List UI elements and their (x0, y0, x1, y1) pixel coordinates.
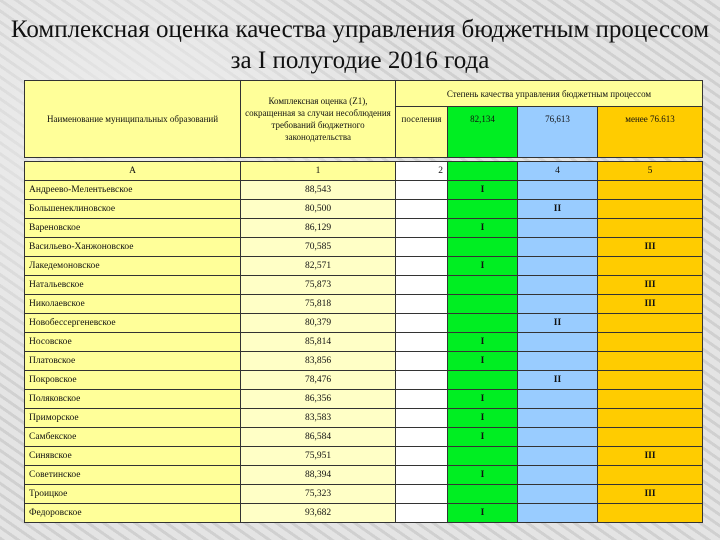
municipality-name: Носовское (25, 333, 241, 352)
grade-I-cell (448, 238, 518, 257)
settlement-cell (396, 428, 448, 447)
index-1: 1 (241, 162, 396, 181)
grade-III-cell (598, 352, 703, 371)
score-value: 75,951 (241, 447, 396, 466)
grade-I-cell (448, 447, 518, 466)
grade-III-cell (598, 428, 703, 447)
grade-III-cell: III (598, 447, 703, 466)
municipality-name: Самбекское (25, 428, 241, 447)
grade-III-cell: III (598, 485, 703, 504)
header-green: 82,134 (448, 107, 518, 158)
municipality-name: Поляковское (25, 390, 241, 409)
header-score: Комплексная оценка (Z1), сокращенная за случаи несоблюдения требований бюджетного законодательства (241, 81, 396, 158)
table-row (25, 485, 703, 504)
table-row (25, 466, 703, 485)
municipality-name: Советинское (25, 466, 241, 485)
settlement-cell (396, 447, 448, 466)
municipality-name: Лакедемоновское (25, 257, 241, 276)
table-row (25, 295, 703, 314)
grade-II-cell (518, 504, 598, 523)
municipality-name: Большенеклиновское (25, 200, 241, 219)
grade-II-cell (518, 333, 598, 352)
table-row (25, 352, 703, 371)
grade-III-cell (598, 314, 703, 333)
municipality-name: Николаевское (25, 295, 241, 314)
grade-I-cell: I (448, 333, 518, 352)
index-3 (448, 162, 518, 181)
index-4: 4 (518, 162, 598, 181)
municipality-name: Синявское (25, 447, 241, 466)
settlement-cell (396, 238, 448, 257)
table-row (25, 371, 703, 390)
grade-I-cell (448, 276, 518, 295)
grade-III-cell (598, 219, 703, 238)
score-value: 88,543 (241, 181, 396, 200)
grade-II-cell (518, 219, 598, 238)
settlement-cell (396, 295, 448, 314)
score-value: 70,585 (241, 238, 396, 257)
table-row (25, 257, 703, 276)
table-row (25, 333, 703, 352)
grade-II-cell: II (518, 314, 598, 333)
grade-III-cell (598, 333, 703, 352)
grade-I-cell: I (448, 257, 518, 276)
score-value: 86,129 (241, 219, 396, 238)
table-row (25, 504, 703, 523)
grade-III-cell (598, 257, 703, 276)
grade-I-cell: I (448, 352, 518, 371)
score-value: 86,356 (241, 390, 396, 409)
grade-III-cell (598, 371, 703, 390)
score-value: 88,394 (241, 466, 396, 485)
grade-II-cell (518, 409, 598, 428)
grade-II-cell (518, 181, 598, 200)
score-value: 83,583 (241, 409, 396, 428)
grade-II-cell (518, 466, 598, 485)
table-row (25, 219, 703, 238)
table-row (25, 428, 703, 447)
grade-II-cell (518, 257, 598, 276)
municipality-name: Васильево-Ханжоновское (25, 238, 241, 257)
slide-title: Комплексная оценка качества управления бюджетным процессом за I полугодие 2016 года (10, 16, 710, 74)
settlement-cell (396, 181, 448, 200)
index-a: А (25, 162, 241, 181)
grade-I-cell (448, 485, 518, 504)
municipality-name: Троицкое (25, 485, 241, 504)
municipality-name: Андреево-Мелентьевское (25, 181, 241, 200)
settlement-cell (396, 219, 448, 238)
grade-II-cell (518, 485, 598, 504)
grade-I-cell: I (448, 504, 518, 523)
grade-I-cell: I (448, 181, 518, 200)
grade-I-cell (448, 200, 518, 219)
score-value: 80,379 (241, 314, 396, 333)
score-value: 93,682 (241, 504, 396, 523)
settlement-cell (396, 276, 448, 295)
score-value: 75,818 (241, 295, 396, 314)
table-row (25, 200, 703, 219)
grade-I-cell: I (448, 409, 518, 428)
settlement-cell (396, 314, 448, 333)
header-orange: менее 76.613 (598, 107, 703, 158)
grade-I-cell: I (448, 390, 518, 409)
settlement-cell (396, 257, 448, 276)
score-value: 82,571 (241, 257, 396, 276)
score-value: 83,856 (241, 352, 396, 371)
grade-I-cell (448, 295, 518, 314)
settlement-cell (396, 409, 448, 428)
settlement-cell (396, 371, 448, 390)
grade-II-cell (518, 390, 598, 409)
grade-III-cell: III (598, 295, 703, 314)
score-value: 80,500 (241, 200, 396, 219)
grade-I-cell: I (448, 466, 518, 485)
grade-III-cell: III (598, 276, 703, 295)
header-name: Наименование муниципальных образований (25, 81, 241, 158)
grade-II-cell (518, 352, 598, 371)
settlement-cell (396, 200, 448, 219)
grade-II-cell (518, 238, 598, 257)
settlement-cell (396, 504, 448, 523)
municipality-name: Натальевское (25, 276, 241, 295)
settlement-cell (396, 485, 448, 504)
grade-III-cell (598, 466, 703, 485)
municipality-name: Вареновское (25, 219, 241, 238)
grade-II-cell: II (518, 200, 598, 219)
grade-II-cell (518, 447, 598, 466)
score-value: 75,873 (241, 276, 396, 295)
table-row (25, 276, 703, 295)
header-settlement: поселения (396, 107, 448, 158)
municipality-name: Покровское (25, 371, 241, 390)
grade-I-cell (448, 371, 518, 390)
municipality-name: Новобессергеневское (25, 314, 241, 333)
table-row (25, 390, 703, 409)
municipality-name: Платовское (25, 352, 241, 371)
grade-III-cell: III (598, 238, 703, 257)
index-5: 5 (598, 162, 703, 181)
settlement-cell (396, 466, 448, 485)
grade-II-cell (518, 276, 598, 295)
grade-I-cell (448, 314, 518, 333)
assessment-table (24, 80, 703, 523)
grade-I-cell: I (448, 219, 518, 238)
grade-III-cell (598, 390, 703, 409)
grade-III-cell (598, 504, 703, 523)
settlement-cell (396, 333, 448, 352)
municipality-name: Приморское (25, 409, 241, 428)
score-value: 86,584 (241, 428, 396, 447)
settlement-cell (396, 390, 448, 409)
municipality-name: Федоровское (25, 504, 241, 523)
table-row (25, 409, 703, 428)
score-value: 85,814 (241, 333, 396, 352)
grade-III-cell (598, 200, 703, 219)
table-row (25, 238, 703, 257)
header-group: Степень качества управления бюджетным процессом (396, 81, 703, 107)
grade-III-cell (598, 181, 703, 200)
grade-II-cell (518, 428, 598, 447)
index-2: 2 (396, 162, 448, 181)
score-value: 75,323 (241, 485, 396, 504)
grade-II-cell (518, 295, 598, 314)
table-row (25, 181, 703, 200)
header-blue: 76,613 (518, 107, 598, 158)
settlement-cell (396, 352, 448, 371)
grade-I-cell: I (448, 428, 518, 447)
grade-II-cell: II (518, 371, 598, 390)
table-row (25, 314, 703, 333)
grade-III-cell (598, 409, 703, 428)
score-value: 78,476 (241, 371, 396, 390)
table-row (25, 447, 703, 466)
